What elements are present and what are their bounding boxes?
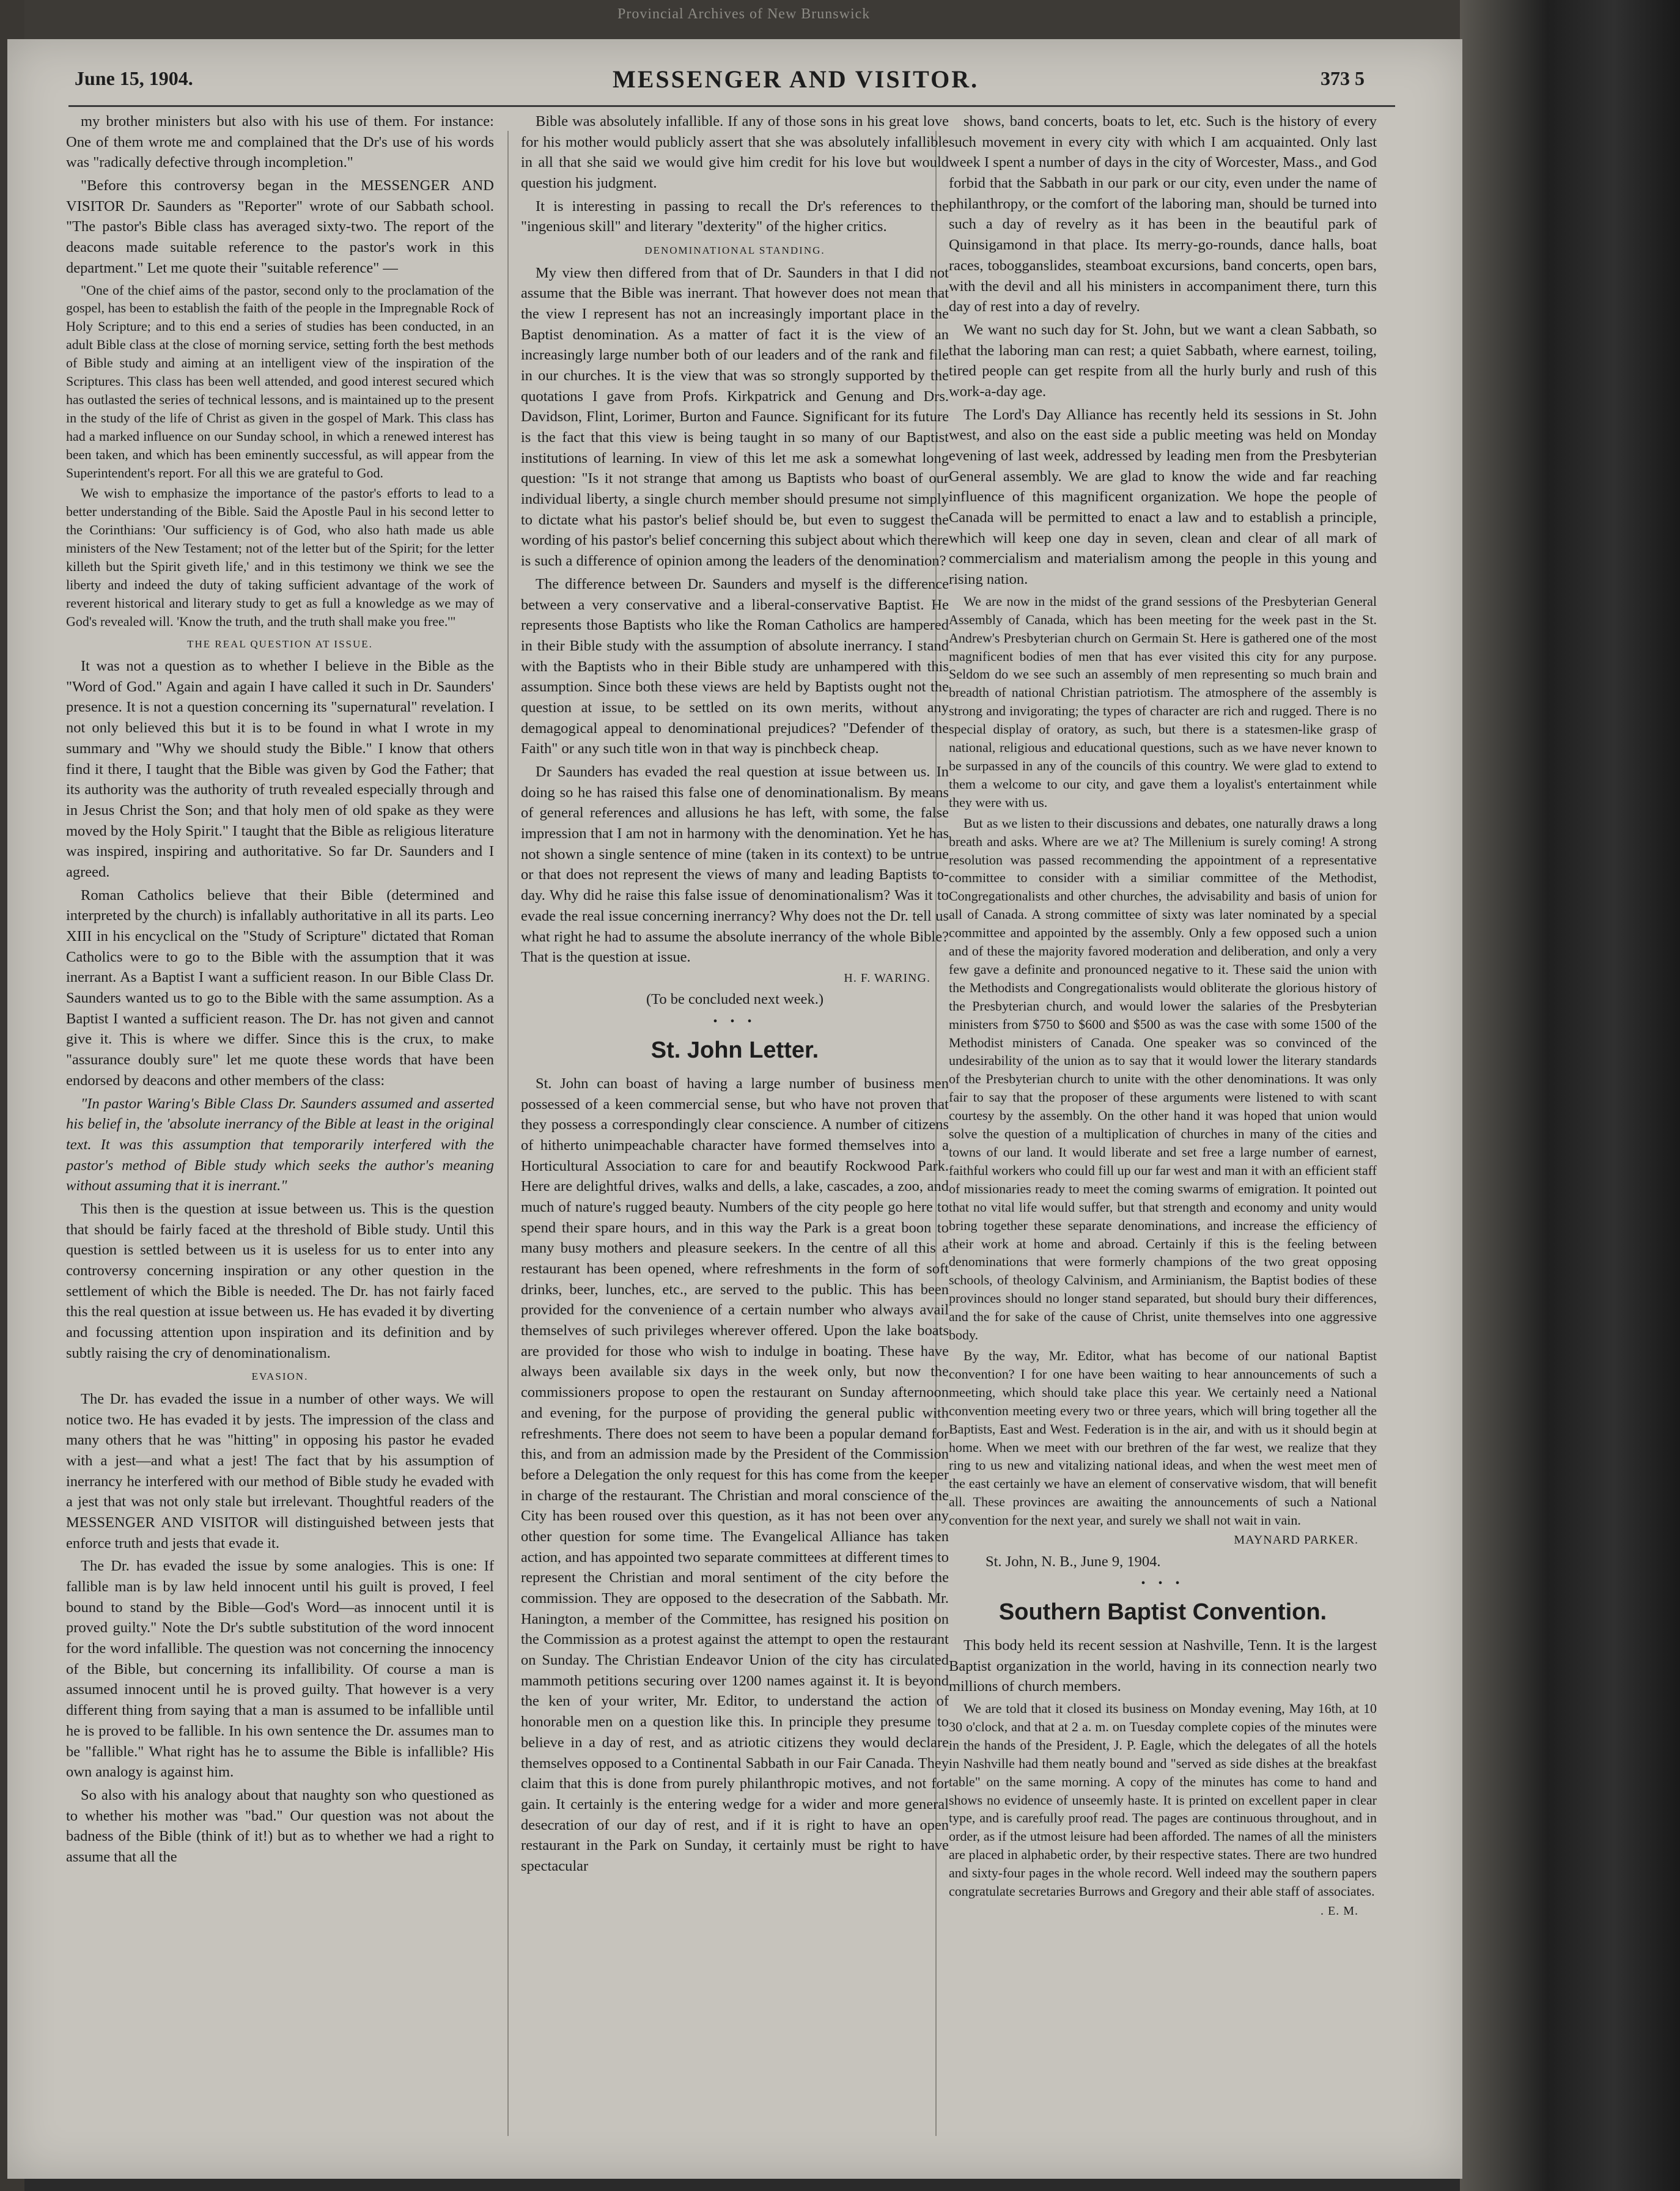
paragraph: By the way, Mr. Editor, what has become of our national Baptist convention? I for one have been waiting to hear announcements of such a meeting, which should take place this year. We certainly need a National convention meeting every two or three years, which will bring together all the Baptists, East and West. Federation is in the air, and with us it should begin at home. When we meet with our brethren of the far west, we realize that they ring to us new and vitalizing national ideas, and when the west meet men of the east certainly we have an element of conservative wisdom, that will benefit all. These provinces are awaiting the announcements of such a National convention for the next year, and surely we shall not wait in vain. xyxy=(949,1347,1377,1528)
paragraph: So also with his analogy about that naughty son who questioned as to whether his mother was "bad." Our question was not about the badness of the Bible (think of it!) but as to whether we had a right to assume that all the xyxy=(66,1786,494,1865)
paragraph: This body held its recent session at Nashville, Tenn. It is the largest Baptist organization in the world, having in its connection nearly two millions of church members. xyxy=(949,1637,1377,1695)
newspaper-page xyxy=(7,39,1462,2179)
paragraph: shows, band concerts, boats to let, etc. Such is the history of every such movement in every city with which I am acquainted. Only last week I spent a number of days in the city of Worcester, Mass., and God forbid that the Sabbath in our park or our city, even under the name of philanthropy, or the comfort of the laboring man, should be turned into such a day of revelry as it has been in the beautiful park of Quinsigamond in that place. Its merry-go-rounds, dance halls, boat races, tobogganslides, steamboat excursions, band concerts, open bars, with the devil and all his ministers in accompaniment there, turn this day of rest into a day of revelry. xyxy=(949,113,1377,315)
article-title: St. John Letter. xyxy=(650,1037,819,1063)
section-heading: EVASION. xyxy=(251,1371,309,1383)
issue-date: June 15, 1904. xyxy=(75,67,193,89)
paragraph: The Lord's Day Alliance has recently held its sessions in St. John west, and also on the east side a public meeting was held on Monday evening of last week, addressed by leading men from the Presbyterian General assembly. We are glad to know the wide and far reaching influence of this magnificent organization. We hope the people of Canada will be permitted to enact a law and to establish a principle, which will keep one day in seven, clean and clear of all mark of commercialism and materialism among the people in this young and rising nation. xyxy=(949,406,1377,588)
scan-right-edge xyxy=(1460,0,1680,2191)
header-rule xyxy=(68,105,1395,107)
author-signature: H. F. WARING. xyxy=(844,971,930,985)
column-rule xyxy=(507,131,509,2136)
paragraph: We are now in the midst of the grand sessions of the Presbyterian General Assembly of Canada, which has been meeting for the week past in the St. Andrew's Presbyterian church on Germain St. Here is gathered one of the most magnificent bodies of men that has ever visited this city for any purpose. Seldom do we see such an assembly of men representing so much brain and breadth of national Christian patriotism. The atmosphere of the assembly is strong and invigorating; the types of character are rich and rugged. There is no special display of oratory, as such, but there is a statesmen-like grasp of national, religious and educational questions, such as we have never known to be surpassed in any of the councils of this country. We were glad to extend to them a welcome to our city, and gave them a loyalist's entertainment while they were with us. xyxy=(949,593,1377,810)
paragraph: "Before this controversy began in the MESSENGER AND VISITOR Dr. Saunders as "Reporter" wrote of our Sabbath school. "The pastor's Bible class has averaged sixty-two. The report of the deacons made suitable reference to the pastor's work in this department." Let me quote their "suitable reference" — xyxy=(66,177,494,276)
section-divider: • • • xyxy=(1141,1577,1185,1591)
masthead-title: MESSENGER AND VISITOR. xyxy=(613,65,979,93)
page-header xyxy=(75,65,1389,108)
paragraph: We want no such day for St. John, but we want a clean Sabbath, so that the laboring man can rest; a quiet Sabbath, where earnest, toiling, tired people can get respite from all the hurly burly and rush of this work-a-day age. xyxy=(949,321,1377,400)
article-title: Southern Baptist Convention. xyxy=(998,1599,1327,1625)
paragraph: But as we listen to their discussions and debates, one naturally draws a long breath and asks. Where are we at? The Millenium is surely coming! A strong resolution was passed recommending the appointment of a representative committee to consider with a similiar committee of the Methodist, Congregationalists and other churches, the advisability and basis of union for all of Canada. A strong committee of sixty was later nominated by a special committee and appointed by the assembly. Only a few opposed such a union and of these the majority favored moderation and deliberation, and only a very few gave a definite and pronounced negative to it. These said the union with the Methodists and Congregationalists would obliterate the glorious history of the Presbyterian church, and would lower the salaries of the Presbyterian ministers from $750 to $600 and $500 as was the case with some 1500 of the Methodist ministers of Canada. One speaker was so convinced of the undesirability of the union as to say that it would lower the literary standards of the Presbyterian church to unite with the other denominations. It was only fair to say that the proposer of these arguments were listened to with scant courtesy by the assembly. On the other hand it was hoped that union would solve the question of a multiplication of churches in many of the cities and towns of our land. It would liberate and set free a large number of earnest, faithful workers who could fill up our far west and man it with an efficient staff of missionaries ready to meet the coming swarms of emigration. It pointed out that no vital life would suffer, but that strength and economy and unity would bring together these separate denominations, and increase the efficiency of their work at home and abroad. Certainly if this is the feeling between denominations that were formerly champions of the two great opposing schools, of theology Calvinism, and Arminianism, the Baptist bodies of these provinces should no longer stand separated, but should bury their differences, and the for sake of the cause of Christ, unite themselves into one aggressive body. xyxy=(949,815,1377,1343)
column-1 xyxy=(66,111,494,1870)
paragraph: St. John can boast of having a large number of business men possessed of a keen commercial sense, but who have not proven that they possess a correspondingly clear conscience. A number of citizens of hitherto unimpeachable character have formed themselves into a Horticultural Association to care for and beautify Rockwood Park. Here are delightful drives, walks and dells, a lake, cascades, a zoo, and much of nature's rugged beauty. Numbers of the city people go here to spend their spare hours, and in this way the Park is a great boon to many busy mothers and pleasure seekers. In the centre of all this a restaurant has been opened, where refreshments in the form of soft drinks, beer, lunches, etc., are served to the public. This has been provided for the convenience of a certain number who always avail themselves of such privileges wherever offered. Upon the lake boats are provided for those who wish to indulge in boating. These have always been available six days in the week only, but now the commissioners propose to open the restaurant on Sunday afternoon and evening, for the purpose of providing the general public with refreshments. There does not seem to have been a popular demand for this, and from an admission made by the President of the Commission before a Delegation the only request for this has come from the keeper in charge of the restaurant. The Christian and moral conscience of the City has been roused over this question, as it has not been over any other question for some time. The Evangelical Alliance has taken action, and has appointed two separate committees at different times to represent the Christian and moral sentiment of the city before the commission. They are opposed to the desecration of the Sabbath. Mr. Hanington, a member of the Committee, has resigned his position on the Commission as a protest against the attempt to open the restaurant on Sunday. The Christian Endeavor Union of the city has circulated mammoth petitions securing over 1200 names against it. It is beyond the ken of your writer, Mr. Editor, to understand the action of honorable men on a question like this. In principle they presume to believe in a day of rest, and as atriotic citizens they would declare themselves opposed to a Continental Sabbath in our Fair Canada. They claim that this is done from purely philanthropic motives, and not for gain. It certainly is the entering wedge for a wider and more general desecration of our day of rest, and if it is right to have an open restaurant in the Park on Sunday, it certainly must be right to have spectacular xyxy=(521,1075,949,1874)
class-statement-quote: "In pastor Waring's Bible Class Dr. Saunders assumed and asserted his belief in, the 'absolute inerrancy of the Bible at least in the original text. It was this assumption that temporarily interfered with the pastor's method of Bible study which seeks the author's meaning without assuming that it is inerrant." xyxy=(66,1095,494,1195)
author-initials: . E. M. xyxy=(1321,1904,1358,1918)
paragraph: We are told that it closed its business on Monday evening, May 16th, at 10 30 o'clock, and that at 2 a. m. on Tuesday complete copies of the minutes were in the hands of the President, J. P. Eagle, which the delegates of all the hotels in Nashville had them neatly bound and "served as side dishes at the breakfast table" on the same morning. A copy of the minutes has come to hand and shows no evidence of unseemly haste. It is printed on excellent paper in clear type, and is carefully proof read. The pages are continuous throughout, and in order, as if the utmost leisure had been afforded. The names of all the ministers are placed in alphabetic order, by their respective states. There are two hundred and sixty-four pages in the whole record. Well indeed may the southern papers congratulate secretaries Burrows and Gregory and their able staff of associates. xyxy=(949,1701,1377,1899)
paragraph: Roman Catholics believe that their Bible (determined and interpreted by the church) is infallably authoritative in all its parts. Leo XIII in his encyclical on the "Study of Scripture" dictated that Roman Catholics were to go to the Bible with the assumption that it was inerrant. As a Baptist I want a sufficient reason. In our Bible Class Dr. Saunders wanted us to go to the Bible with the same assumption. As a Baptist I wanted a sufficient reason. The Dr. has not given and cannot give it. This is where we differ. Since this is the crux, to make "assurance doubly sure" let me quote these words that have been endorsed by deacons and other members of the class: xyxy=(66,886,494,1089)
continuation-note: (To be concluded next week.) xyxy=(646,991,824,1008)
section-divider: • • • xyxy=(713,1015,757,1029)
section-heading: DENOMINATIONAL STANDING. xyxy=(644,245,825,257)
page-number: 373 5 xyxy=(1321,67,1365,89)
paragraph: It is interesting in passing to recall the Dr's references to the "ingenious skill" and literary "dexterity" of the higher critics. xyxy=(521,197,949,235)
column-3 xyxy=(949,111,1377,1923)
paragraph: Dr Saunders has evaded the real question at issue between us. In doing so he has raised this false one of denominationalism. By means of general references and allusions he has left, with some, the false impression that I am not in harmony with the denomination. Yet he has not shown a single sentence of mine (taken in its context) to be untrue or that does not represent the views of many and leading Baptists to-day. Why did he raise this false issue of denominationalism? Was it to evade the real issue concerning inerrancy? Why does not the Dr. tell us what right he had to assume the absolute inerrancy of the whole Bible? That is the question at issue. xyxy=(521,764,949,966)
author-signature: MAYNARD PARKER. xyxy=(1234,1533,1358,1547)
paragraph: my brother ministers but also with his use of them. For instance: One of them wrote me and complained that the Dr's use of his words was "radically defective through incompletion." xyxy=(66,113,494,171)
dateline: St. John, N. B., June 9, 1904. xyxy=(986,1553,1161,1570)
paragraph: The Dr. has evaded the issue in a number of other ways. We will notice two. He has evaded it by jests. The impression of the class and many others that he was "hitting" in opposing his pastor he evaded with a jest—and what a jest! The fact that by his assumption of inerrancy he interfered with our method of Bible study he evaded with a jest that was not only stale but irrelevant. Thoughtful readers of the MESSENGER AND VISITOR will distinguished between jests that enforce truth and jests that evade it. xyxy=(66,1390,494,1552)
section-heading: THE REAL QUESTION AT ISSUE. xyxy=(187,638,373,650)
quoted-report: "One of the chief aims of the pastor, second only to the proclamation of the gospel, has been to establish the faith of the people in the Impregnable Rock of Holy Scripture; and to this end a series of studies has been conducted, in an adult Bible class at the close of morning service, setting forth the best methods of Bible study and aiming at an intelligent view of the inspiration of the Scriptures. This class has been well attended, and good interest secured which has outlasted the series of technical lessons, and is maintained up to the present in the study of the life of Christ as given in the gospel of Mark. This class has had a marked influence on our Sunday school, in which a renewed interest has been taken, and which has been eminently successful, as will appear from the Superintendent's report. For all this we are grateful to God. xyxy=(66,282,494,481)
paragraph: This then is the question at issue between us. This is the question that should be fairly faced at the threshold of Bible study. Until this question is settled between us it is useless for us to enter into any controversy concerning inspiration or any other question in the settlement of which the Bible is needed. The Dr. has not fairly faced this the real question at issue between us. He has evaded it by diverting and focussing attention upon inspiration and its definition and by subtly raising the cry of denominationalism. xyxy=(66,1200,494,1361)
paragraph: The difference between Dr. Saunders and myself is the difference between a very conservative and a liberal-conservative Baptist. He represents those Baptists who like the Roman Catholics are hampered in their Bible study with the assumption of absolute inerrancy. I stand with the Baptists who in their Bible study are unhampered with this assumption. Since both these views are held by Baptists ought not the question at issue, to be settled on its own merits, without any demagogical appeal to denominational prejudices? "Defender of the Faith" or any such title won in that way is pinchbeck cheap. xyxy=(521,575,949,757)
paragraph: Bible was absolutely infallible. If any of those sons in his great love for his mother would publicly assert that she was absolutely infallible in all that she said we would give him credit for his love but would question his judgment. xyxy=(521,113,949,192)
quoted-report: We wish to emphasize the importance of the pastor's efforts to lead to a better understanding of the Bible. Said the Apostle Paul in his second letter to the Corinthians: 'Our sufficiency is of God, who also hath made us able ministers of the New Testament; not of the letter but of the Spirit; for the letter killeth but the Spirit giveth life,' and in this testimony we think we see the liberty and indeed the duty of taking sufficient advantage of the work of reverent historical and literary study to get as full a knowledge as we may of God's revealed will. 'Know the truth, and the truth shall make you free.'" xyxy=(66,485,494,629)
archive-stamp: Provincial Archives of New Brunswick xyxy=(617,6,871,22)
paragraph: It was not a question as to whether I believe in the Bible as the "Word of God." Again and again I have called it such in Dr. Saunders' presence. It is not a question concerning its "supernatural" revelation. I not only believed this but it is to be found in what I wrote in my summary and "Why we should study the Bible." I know that others find it there, I taught that the Bible was given by God the Father; that its authority was the authority of truth revealed especially through and in Jesus Christ the Son; and that holy men of old spake as they were moved by the Holy Spirit." I taught that the Bible as religious literature was inspired, inspiring and authoritative. So far Dr. Saunders and I agreed. xyxy=(66,658,494,880)
paragraph: My view then differed from that of Dr. Saunders in that I did not assume that the Bible was inerrant. That however does not mean that the view I represent has not an increasingly important place in the Baptist denomination. As a matter of fact it is the view of an increasingly large number both of our leaders and of the rank and file in our churches. It is the view that was so strongly supported by the quotations I gave from Profs. Kirkpatrick and Genung and Drs. Davidson, Flint, Lorimer, Burton and Faunce. Significant for its future is the fact that this view is being taught in so many of our Baptist institutions of learning. In view of this let me ask a somewhat long question: "Is it not strange that among us Baptists who boast of our individual liberty, a single church member should presume not simply to dictate what his pastor's belief should be, but even to suggest the wording of his pastor's belief concerning this subject about which there is such a difference of opinion among the leaders of the denomination? xyxy=(521,264,949,570)
column-2 xyxy=(521,111,949,1879)
paragraph: The Dr. has evaded the issue by some analogies. This is one: If fallible man is by law held innocent until his guilt is proved, I feel bound to stand by the Bible—God's Word—as innocent until it is proved guilty." Note the Dr's subtle substitution of the word innocent for the word infallible. The question was not concerning the innocency of the Bible, but concerning its infallibility. Of course a man is assumed innocent until he is proved guilty. That however is a very different thing from saying that a man is assumed to be infallible until he is proved to be fallible. In his own sentence the Dr. assumes man to be "fallible." What right has he to assume the Bible is infallible? His own analogy is against him. xyxy=(66,1558,494,1781)
